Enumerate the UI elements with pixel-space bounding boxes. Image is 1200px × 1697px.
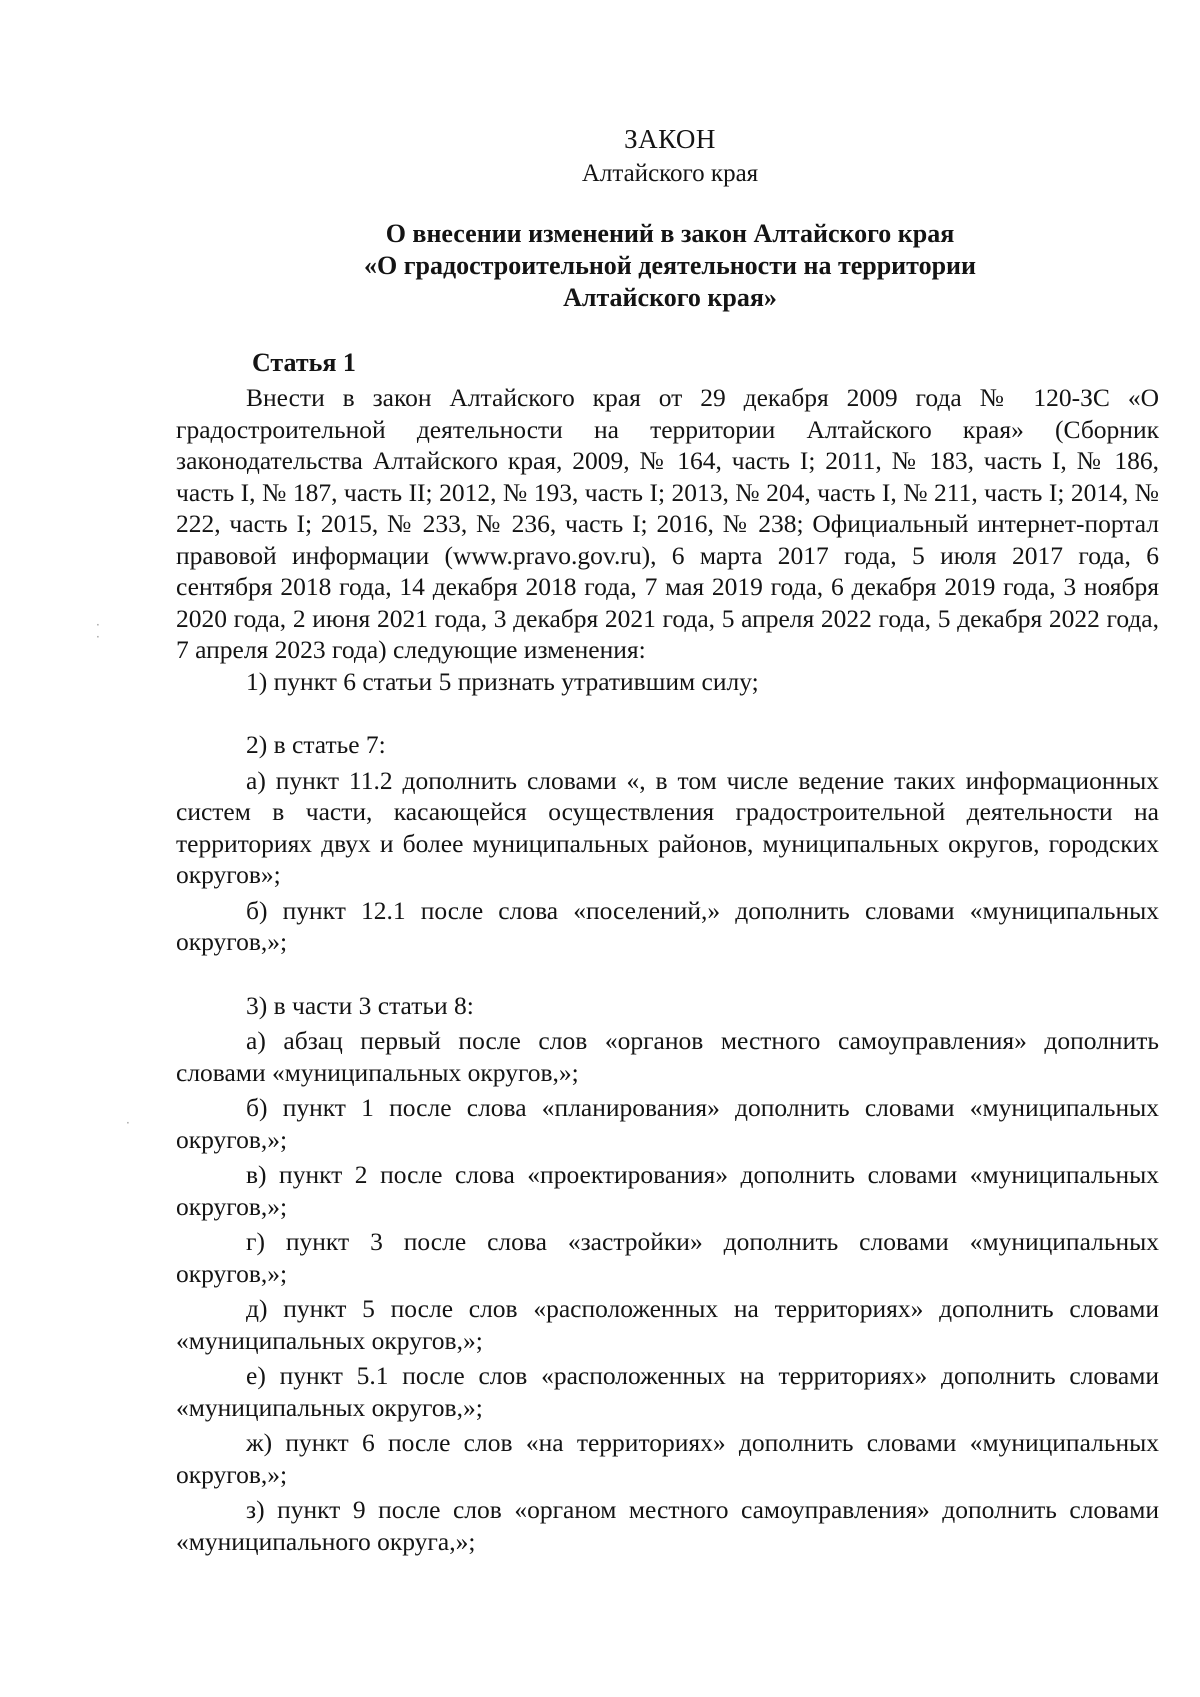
scan-speck: · [96, 630, 100, 644]
law-heading: ЗАКОН [624, 124, 716, 154]
article-body [176, 382, 1159, 1557]
amendment-point-3-d: д) пункт 5 после слов «расположенных на территориях» дополнить словами «муниципальных округов,»; [176, 1294, 1159, 1355]
amendment-point-2: 2) в статье 7: [246, 730, 386, 759]
law-region: Алтайского края [581, 160, 759, 187]
law-title-line-2: «О градостроительной деятельности на территории [363, 251, 977, 280]
amendment-point-3-v: в) пункт 2 после слова «проектирования» дополнить словами «муниципальных округов,»; [176, 1160, 1159, 1221]
amendment-point-3-b: б) пункт 1 после слова «планирования» дополнить словами «муниципальных округов,»; [176, 1093, 1159, 1154]
law-title-line-3: Алтайского края» [563, 283, 777, 312]
amendment-point-3-zh: ж) пункт 6 после слов «на территориях» дополнить словами «муниципальных округов,»; [176, 1428, 1159, 1489]
scan-speck: · [126, 1116, 130, 1130]
amendment-point-3-g: г) пункт 3 после слова «застройки» дополнить словами «муниципальных округов,»; [176, 1227, 1159, 1288]
article-intro-paragraph: Внести в закон Алтайского края от 29 декабря 2009 года № 120-ЗС «О градостроительной деятельности на территории Алтайского края» (Сборник законодательства Алтайского края, 2009, № 164, часть I; 2011, № 183, часть I, № 186, часть I, № 187, часть II; 2012, № 193, часть I; 2013, № 204, часть I, № 211, часть I; 2014, № 222, часть I; 2015, № 233, № 236, часть I; 2016, № 238; Официальный интернет-портал правовой информации (www.pravo.gov.ru), 6 марта 2017 года, 5 июля 2017 года, 6 сентября 2018 года, 14 декабря 2018 года, 7 мая 2019 года, 6 декабря 2019 года, 3 ноября 2020 года, 2 июня 2021 года, 3 декабря 2021 года, 5 апреля 2022 года, 5 декабря 2022 года, 7 апреля 2023 года) следующие изменения: [176, 383, 1159, 664]
amendment-point-3-a: а) абзац первый после слов «органов местного самоуправления» дополнить словами «муниципальных округов,»; [176, 1026, 1159, 1087]
law-title [0, 218, 1200, 314]
scan-speck: · [96, 618, 100, 632]
amendment-point-1: 1) пункт 6 статьи 5 признать утратившим силу; [246, 666, 759, 696]
amendment-point-3: 3) в части 3 статьи 8: [246, 990, 474, 1020]
article-heading: Статья 1 [252, 348, 356, 377]
amendment-point-3-z: з) пункт 9 после слов «органом местного самоуправления» дополнить словами «муниципального округа,»; [176, 1495, 1159, 1556]
law-title-line-1: О внесении изменений в закон Алтайского края [385, 219, 955, 248]
amendment-point-2-b: б) пункт 12.1 после слова «поселений,» дополнить словами «муниципальных округов,»; [176, 895, 1159, 956]
amendment-point-2-a: а) пункт 11.2 дополнить словами «, в том числе ведение таких информационных систем в части, касающейся осуществления градостроительной деятельности на территориях двух и более муниципальных районов, муниципальных округов, городских округов»; [176, 765, 1159, 889]
amendment-point-3-e: е) пункт 5.1 после слов «расположенных на территориях» дополнить словами «муниципальных округов,»; [176, 1361, 1159, 1422]
